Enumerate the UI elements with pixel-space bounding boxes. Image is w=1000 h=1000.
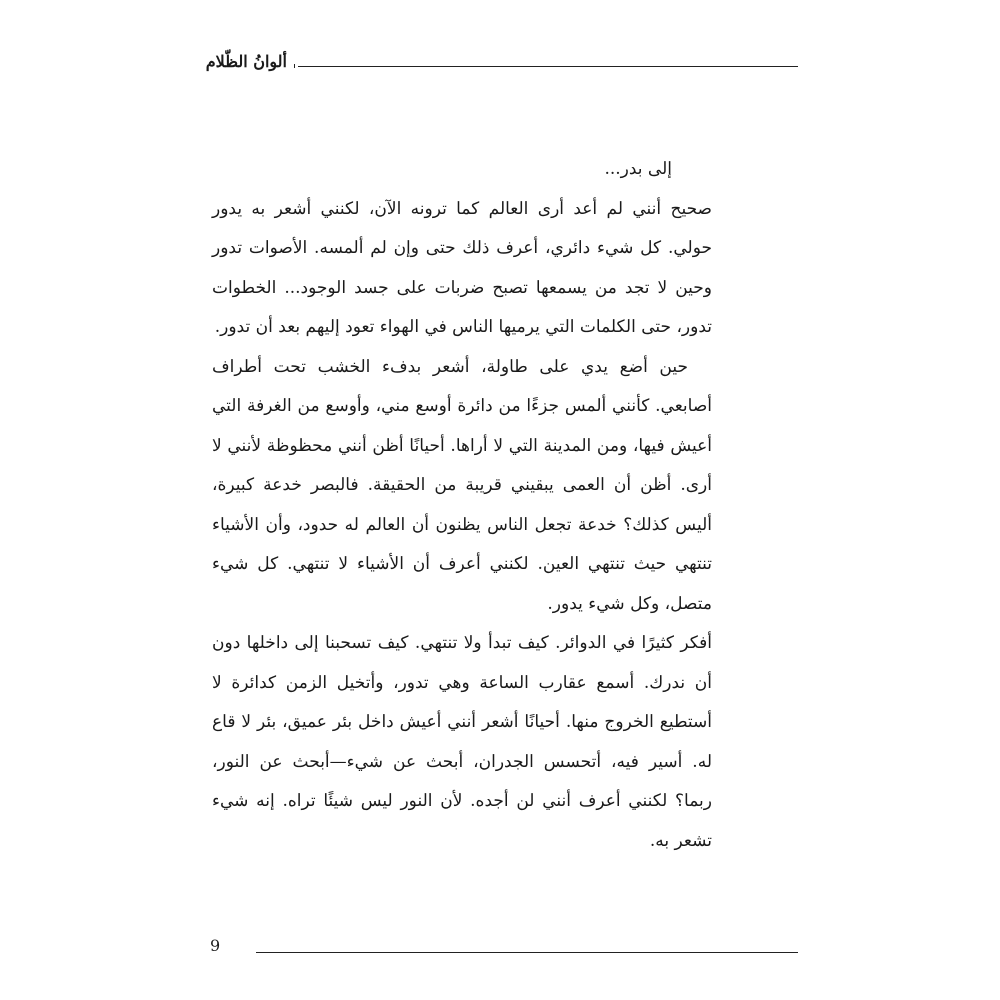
running-header-title: ألوانُ الظّلام bbox=[205, 52, 287, 71]
body-text bbox=[212, 150, 712, 861]
header-rule bbox=[298, 66, 798, 67]
dedication: إلى بدر... bbox=[604, 159, 672, 179]
page-number: 9 bbox=[210, 936, 221, 955]
footer-rule bbox=[256, 952, 798, 953]
paragraph-3: أفكر كثيرًا في الدوائر. كيف تبدأ ولا تنتهي. كيف تسحبنا إلى داخلها دون أن ندرك. أسمع عقارب الساعة وهي تدور، وأتخيل الزمن كدائرة لا أستطيع الخروج منها. أحيانًا أشعر أنني أعيش داخل بئر عميق، بئر لا قاع له. أسير فيه، أتحسس الجدران، أبحث عن شيء—أبحث عن النور، ربما؟ لكنني أعرف أنني لن أجده. لأن النور ليس شيئًا تراه. إنه شيء تشعر به. bbox=[212, 633, 712, 851]
paragraph-2: حين أضع يدي على طاولة، أشعر بدفء الخشب تحت أطراف أصابعي. كأنني ألمس جزءًا من دائرة أوسع مني، وأوسع من الغرفة التي أعيش فيها، ومن المدينة التي لا أراها. أحيانًا أظن أنني محظوظة لأنني لا أرى. أظن أن العمى يبقيني قريبة من الحقيقة. فالبصر خدعة كبيرة، أليس كذلك؟ خدعة تجعل الناس يظنون أن العالم له حدود، وأن الأشياء تنتهي حيث تنتهي العين. لكنني أعرف أن الأشياء لا تنتهي. كل شيء متصل، وكل شيء يدور. bbox=[212, 356, 712, 614]
running-header bbox=[200, 50, 800, 78]
paragraph-1: صحيح أنني لم أعد أرى العالم كما ترونه الآن، لكنني أشعر به يدور حولي. كل شيء دائري، أعرف ذلك حتى وإن لم ألمسه. الأصوات تدور وحين لا تجد من يسمعها تصبح ضربات على جسد الوجود... الخطوات تدور، حتى الكلمات التي يرميها الناس في الهواء تعود إليهم بعد أن تدور. bbox=[212, 198, 712, 337]
